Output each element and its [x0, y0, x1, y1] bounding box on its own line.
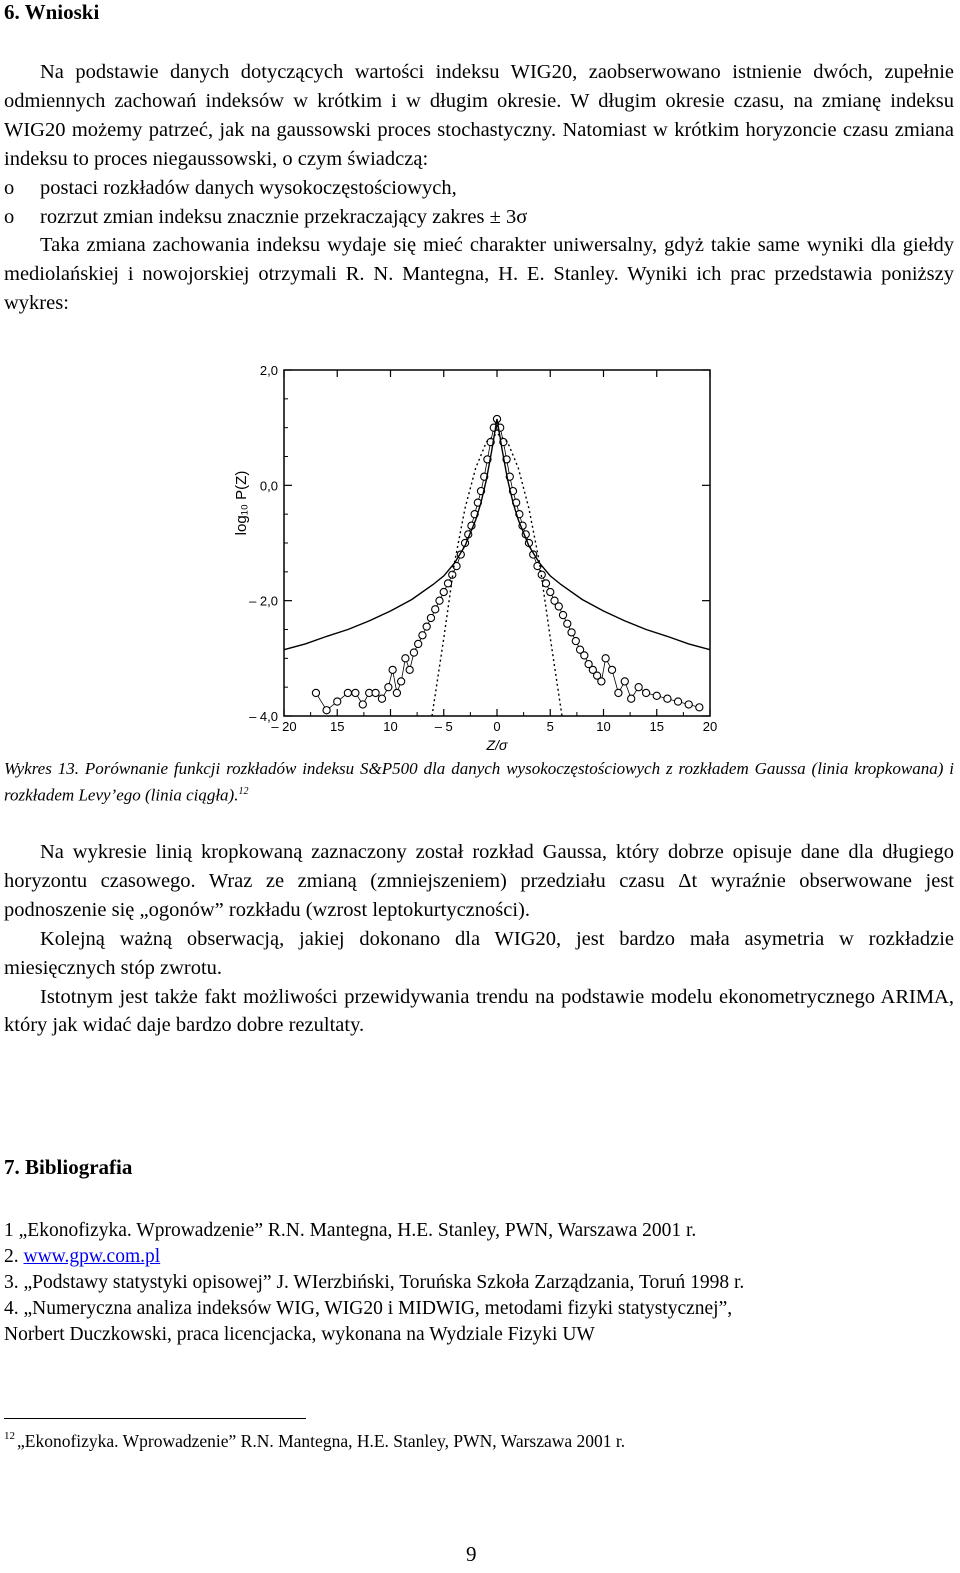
- data-point: [440, 588, 447, 595]
- caption-text: Wykres 13. Porównanie funkcji rozkładów indeksu S&P500 dla danych wysokoczęstościowych z rozkładem Gaussa (linia kropkowana) i rozkładem Levy’ego (linia ciągła).: [4, 759, 954, 805]
- conclusion-paragraph-1: Na wykresie linią kropkowaną zaznaczony został rozkład Gaussa, który dobrze opisuje dane dla długiego horyzontu czasowego. Wraz ze zmianą (zmniejszeniem) przedziału czasu Δt wyraźnie obserwowane jest podnoszenie się „ogonów” rozkładu (wzrost leptokurtyczności).: [4, 841, 954, 921]
- bib-item-1: 1 „Ekonofizyka. Wprowadzenie” R.N. Mantegna, H.E. Stanley, PWN, Warszawa 2001 r.: [4, 1220, 697, 1241]
- data-point: [323, 707, 330, 714]
- bullet-marker: o: [4, 205, 15, 228]
- x-tick-label: 10: [383, 719, 398, 734]
- data-point: [402, 655, 409, 662]
- intro-block: [4, 58, 954, 318]
- conclusion-paragraph-2: Kolejną ważną obserwacją, jakiej dokonano dla WIG20, jest bardzo mała asymetria w rozkładzie miesięcznych stóp zwrotu.: [4, 927, 954, 979]
- data-point: [664, 695, 671, 702]
- data-point: [352, 689, 359, 696]
- data-point: [608, 666, 615, 673]
- conclusions-block: [4, 838, 954, 1040]
- x-tick-label: 15: [649, 719, 664, 734]
- x-tick-label: 10: [596, 719, 611, 734]
- y-tick-label: 0,0: [259, 478, 278, 494]
- data-point: [410, 649, 417, 656]
- bib-item-2: [4, 1244, 954, 1270]
- data-point: [436, 597, 443, 604]
- bullet-item-2: [4, 203, 954, 232]
- data-point: [628, 695, 635, 702]
- data-point: [423, 623, 430, 630]
- data-point: [393, 689, 400, 696]
- data-point: [635, 684, 642, 691]
- data-point: [389, 666, 396, 673]
- data-point: [602, 655, 609, 662]
- data-point: [547, 588, 554, 595]
- footnote-number: 12: [4, 1430, 15, 1442]
- y-tick-label: 2,0: [259, 363, 278, 378]
- data-point: [598, 678, 605, 685]
- bullet-marker: o: [4, 176, 15, 199]
- data-point: [555, 603, 562, 610]
- data-point: [696, 704, 703, 711]
- section-6-heading: 6. Wnioski: [4, 0, 100, 24]
- data-point: [334, 698, 341, 705]
- bullet-text-1: postaci rozkładów danych wysokoczęstościowych,: [40, 176, 457, 199]
- intro-paragraph-2: Taka zmiana zachowania indeksu wydaje się mieć charakter uniwersalny, gdyż takie same wyniki dla giełdy mediolańskiej i nowojorskiej otrzymali R. N. Mantegna, H. E. Stanley. Wyniki ich prac przedstawia poniższy wykres:: [4, 234, 954, 315]
- data-point: [581, 652, 588, 659]
- footnote-separator: [4, 1418, 306, 1419]
- bib-item-3: 3. „Podstawy statystyki opisowej” J. WIerzbiński, Toruńska Szkoła Zarządzania, Toruń 1998 r.: [4, 1272, 745, 1293]
- data-point: [643, 689, 650, 696]
- figure-caption: [4, 757, 954, 807]
- data-point: [372, 689, 379, 696]
- data-point: [653, 692, 660, 699]
- bibliography-list: [4, 1218, 954, 1348]
- levy-curve: [284, 419, 710, 650]
- bib-item-4-line-2: Norbert Duczkowski, praca licencjacka, wykonana na Wydziale Fizyki UW: [4, 1324, 595, 1345]
- bib-item-2-link[interactable]: www.gpw.com.pl: [23, 1246, 161, 1267]
- data-point: [564, 620, 571, 627]
- x-tick-label: 0: [493, 719, 501, 734]
- data-point: [674, 698, 681, 705]
- data-point: [572, 637, 579, 644]
- y-tick-label: – 4,0: [249, 709, 278, 724]
- distribution-chart: [200, 356, 760, 756]
- data-point: [385, 684, 392, 691]
- section-7-heading: 7. Bibliografia: [4, 1155, 133, 1179]
- x-axis-title: Z/σ: [486, 737, 508, 753]
- data-point: [398, 678, 405, 685]
- data-point: [415, 640, 422, 647]
- x-tick-label: – 5: [434, 719, 453, 734]
- x-tick-label: 20: [702, 719, 718, 734]
- data-point: [432, 606, 439, 613]
- data-point: [621, 678, 628, 685]
- data-point: [559, 611, 566, 618]
- chart-marks: [284, 415, 710, 716]
- data-point: [615, 689, 622, 696]
- data-point: [685, 701, 692, 708]
- bib-item-4-line-1: 4. „Numeryczna analiza indeksów WIG, WIG20 i MIDWIG, metodami fizyki statystycznej”,: [4, 1298, 733, 1319]
- data-point: [568, 629, 575, 636]
- x-tick-label: 15: [330, 719, 345, 734]
- bullet-item-1: [4, 174, 954, 203]
- data-point: [378, 695, 385, 702]
- conclusion-paragraph-3: Istotnym jest także fakt możliwości przewidywania trendu na podstawie modelu ekonometrycznego ARIMA, który jak widać daje bardzo dobre rezultaty.: [4, 985, 954, 1037]
- data-point: [344, 689, 351, 696]
- y-tick-label: – 2,0: [249, 593, 278, 609]
- data-point: [312, 689, 319, 696]
- data-point: [427, 614, 434, 621]
- caption-ref: 12: [238, 786, 249, 797]
- data-point: [419, 632, 426, 639]
- intro-paragraph: Na podstawie danych dotyczących wartości indeksu WIG20, zaobserwowano istnienie dwóch, zupełnie odmiennych zachowań indeksów w krótkim i w długim okresie. W długim okresie czasu, na zmianę indeksu WIG20 możemy patrzeć, jak na gaussowski proces stochastyczny. Natomiast w krótkim horyzoncie czasu zmiana indeksu to proces niegaussowski, o czym świadczą:: [4, 61, 954, 170]
- bib-item-2-number: 2.: [4, 1246, 19, 1267]
- data-point: [406, 666, 413, 673]
- x-tick-label: – 20: [271, 719, 297, 734]
- x-tick-label: 5: [546, 719, 554, 734]
- y-axis-title: log₁₀ P(Z): [233, 470, 250, 536]
- data-point: [359, 701, 366, 708]
- page-number: 9: [466, 1542, 477, 1566]
- data-point: [538, 571, 545, 578]
- footnote-text: „Ekonofizyka. Wprowadzenie” R.N. Mantegna, H.E. Stanley, PWN, Warszawa 2001 r.: [17, 1431, 626, 1451]
- footnote: [4, 1430, 625, 1452]
- bullet-text-2: rozrzut zmian indeksu znacznie przekraczający zakres ± 3σ: [40, 205, 528, 228]
